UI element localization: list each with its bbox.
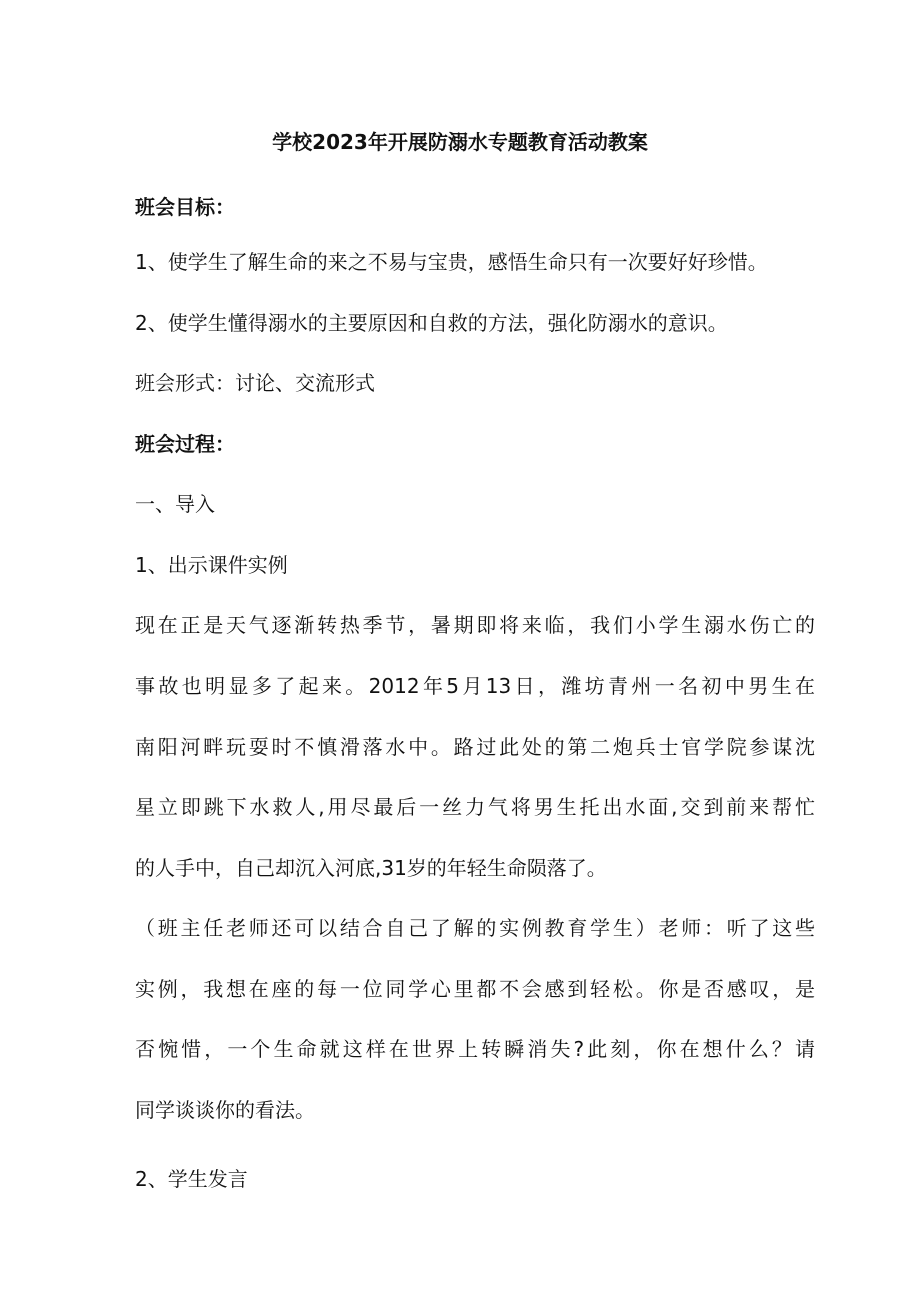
paragraph-line: 实例，我想在座的每一位同学心里都不会感到轻松。你是否感叹，是 [135, 977, 815, 1001]
paragraph-line: 现在正是天气逐渐转热季节，暑期即将来临，我们小学生溺水伤亡的 [135, 613, 815, 637]
step-2-heading: 2、学生发言 [135, 1167, 248, 1191]
paragraph-line: 星立即跳下水救人,用尽最后一丝力气将男生托出水面,交到前来帮忙 [135, 795, 815, 819]
paragraph-line: 事故也明显多了起来。2012年5月13日，潍坊青州一名初中男生在 [135, 674, 815, 698]
goal-item-1: 1、使学生了解生命的来之不易与宝贵，感悟生命只有一次要好好珍惜。 [135, 250, 768, 274]
paragraph-line: 的人手中，自己却沉入河底,31岁的年轻生命陨落了。 [135, 856, 607, 880]
paragraph-line: （班主任老师还可以结合自己了解的实例教育学生）老师：听了这些 [135, 916, 815, 940]
paragraph-line: 否惋惜，一个生命就这样在世界上转瞬消失?此刻，你在想什么？请 [135, 1037, 815, 1061]
goal-item-2: 2、使学生懂得溺水的主要原因和自救的方法，强化防溺水的意识。 [135, 311, 728, 335]
paragraph-line: 同学谈谈你的看法。 [135, 1098, 315, 1122]
section-heading-process: 班会过程： [135, 432, 235, 456]
document-title: 学校2023年开展防溺水专题教育活动教案 [272, 130, 648, 154]
paragraph-line: 南阳河畔玩耍时不慎滑落水中。路过此处的第二炮兵士官学院参谋沈 [135, 735, 815, 759]
section-heading-goals: 班会目标： [135, 195, 235, 219]
format-line: 班会形式：讨论、交流形式 [135, 371, 375, 395]
step-1-heading: 1、出示课件实例 [135, 553, 288, 577]
subsection-intro: 一、导入 [135, 492, 215, 516]
